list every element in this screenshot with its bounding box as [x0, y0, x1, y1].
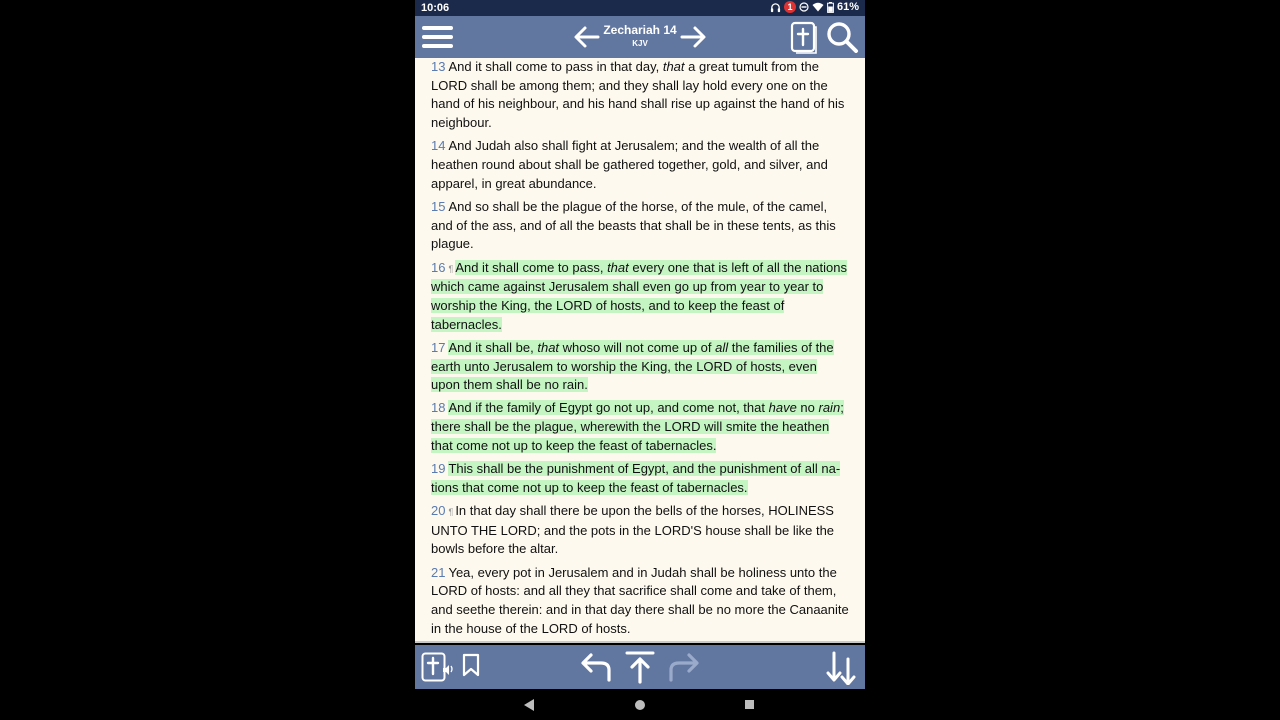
battery-percent: 61% — [836, 1, 859, 13]
verse-list — [431, 58, 849, 643]
bottom-toolbar — [415, 645, 865, 689]
verse-number: 16 — [431, 259, 446, 275]
arrow-right-icon — [682, 28, 704, 46]
bible-text-panel[interactable] — [415, 58, 865, 643]
nav-home-icon[interactable] — [635, 700, 645, 710]
next-chapter-button[interactable] — [680, 24, 708, 50]
bookmark-button[interactable] — [461, 653, 481, 677]
verse-text: And it shall be, that whoso will not come up of all the families of the earth unto Jerusalem to worship the King, the LORD of hosts, even upon them shall be no rain. — [431, 339, 834, 393]
content-divider — [415, 641, 865, 643]
bible-version: KJV — [632, 39, 648, 48]
paragraph-mark-icon: ¶ — [448, 506, 454, 517]
audio-bible-button[interactable] — [421, 652, 455, 682]
menu-icon — [422, 26, 453, 30]
status-icons — [770, 1, 859, 13]
scroll-top-button[interactable] — [625, 650, 655, 684]
history-back-button[interactable] — [579, 652, 613, 682]
bookmark-icon — [464, 655, 478, 675]
verse-text: And so shall be the plague of the horse, of the mule, of the camel, and of the ass, and of all the beasts that shall be in these tents, as this plague. — [431, 198, 836, 252]
prev-chapter-button[interactable] — [572, 24, 600, 50]
verse-20[interactable] — [431, 502, 849, 559]
bible-icon — [792, 23, 816, 53]
verse-number: 17 — [431, 339, 446, 355]
scroll-top-icon — [627, 653, 653, 682]
status-time: 10:06 — [421, 2, 450, 14]
verse-text: And if the family of Egypt go not up, and come not, that have no rain; there shall be the plague, wherewith the LORD will smite the heathen that come not up to keep the feast of tabernacles. — [431, 400, 844, 453]
verse-text: Yea, every pot in Jerusalem and in Judah shall be holiness unto the LORD of hosts: and all they that sacrifice shall come and take of them, and seethe therein: and in that day there shall be no more the Canaanite in the house of the LORD of hosts. — [431, 564, 849, 636]
battery-icon — [827, 2, 834, 13]
verse-number: 13 — [431, 59, 446, 74]
verse-number: 15 — [431, 198, 446, 214]
scroll-down-button[interactable] — [825, 651, 857, 685]
forward-arrow-icon — [671, 655, 697, 680]
search-icon — [829, 24, 856, 51]
chapter-name: Zechariah 14 — [603, 23, 677, 37]
nav-back-icon[interactable] — [524, 699, 534, 711]
system-nav-bar — [415, 689, 865, 720]
verse-18[interactable] — [431, 399, 849, 455]
verse-13[interactable] — [431, 58, 849, 133]
paragraph-mark-icon: ¶ — [448, 263, 454, 274]
verse-number: 18 — [431, 400, 446, 416]
nav-recents-icon[interactable] — [745, 700, 754, 709]
do-not-disturb-icon — [799, 2, 809, 12]
verse-17[interactable] — [431, 339, 849, 395]
verse-text: This shall be the punishment of Egypt, and the punishment of all nations that come not up to keep the feast of tabernacles. — [431, 461, 841, 495]
verse-15[interactable] — [431, 198, 849, 254]
status-bar — [415, 0, 865, 16]
chapter-title[interactable] — [600, 23, 680, 51]
scroll-down-icon — [828, 653, 854, 684]
headphones-icon — [770, 2, 781, 13]
arrow-left-icon — [576, 28, 598, 46]
verse-21[interactable] — [431, 564, 849, 639]
verse-text: In that day shall there be upon the bells of the horses, HOLINESS UNTO THE LORD; and the pots in the LORD'S house shall be like the bowls before the altar. — [431, 502, 835, 557]
notification-badge: 1 — [784, 1, 796, 13]
wifi-icon — [812, 2, 824, 12]
phone-screen — [415, 0, 865, 720]
history-forward-button[interactable] — [667, 652, 701, 682]
verse-number: 14 — [431, 138, 446, 154]
verse-19[interactable] — [431, 460, 849, 497]
top-toolbar — [415, 16, 865, 58]
verse-text: And Judah also shall fight at Jerusalem; and the wealth of all the heathen round about shall be gathered together, gold, and silver, and apparel, in great abundance. — [431, 138, 828, 191]
verse-16[interactable] — [431, 259, 849, 335]
bible-button[interactable] — [790, 20, 818, 54]
verse-number: 20 — [431, 502, 446, 518]
verse-text: And it shall come to pass, that every one that is left of all the nations which came against Jerusalem shall even go up from year to year to worship the King, the LORD of hosts, and to keep the feast of tabernacles. — [431, 259, 847, 332]
menu-button[interactable] — [421, 23, 455, 51]
verse-number: 21 — [431, 564, 446, 580]
back-arrow-icon — [583, 655, 609, 680]
audio-bible-icon — [423, 654, 453, 681]
verse-14[interactable] — [431, 137, 849, 193]
search-button[interactable] — [825, 21, 859, 53]
verse-text: And it shall come to pass in that day, that a great tumult from the LORD shall be among them; and they shall lay hold every one on the hand of his neighbour, and his hand shall rise up against the hand of his neighbour. — [431, 59, 845, 131]
verse-number: 19 — [431, 461, 446, 477]
